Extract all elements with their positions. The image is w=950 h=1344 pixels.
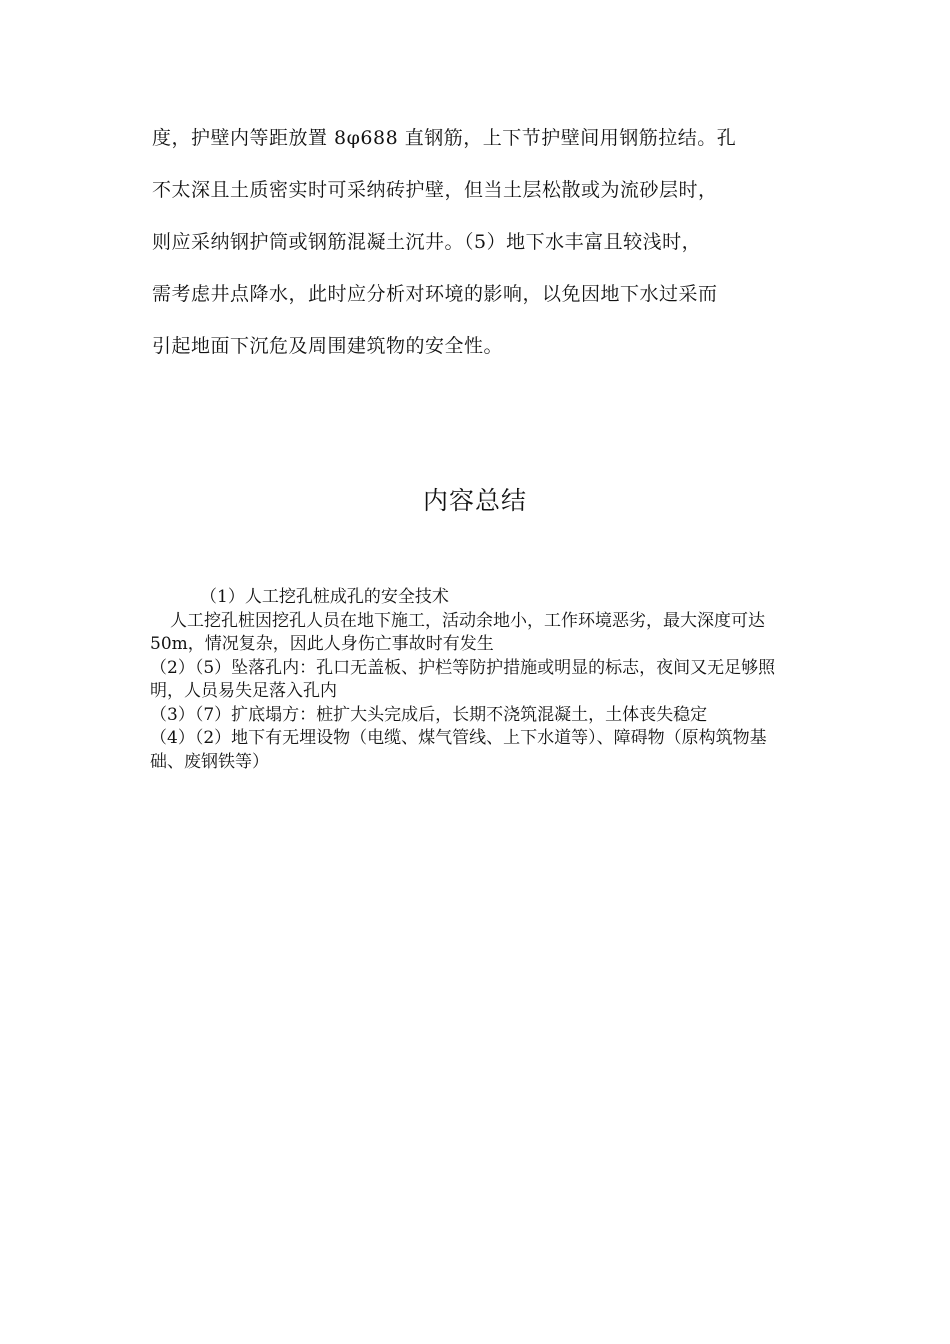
summary-item-2: 人工挖孔桩因挖孔人员在地下施工，活动余地小，工作环境恶劣，最大深度可达 50m，情况复杂，因此人身伤亡事故时有发生	[150, 610, 765, 654]
summary-item-3: （2）（5）坠落孔内：孔口无盖板、护栏等防护措施或明显的标志，夜间又无足够照明，人员易失足落入孔内	[150, 657, 776, 701]
body-line-2: 不太深且土质密实时可采纳砖护壁，但当土层松散或为流砂层时，	[152, 179, 718, 201]
summary-item-4: （3）（7）扩底塌方：桩扩大头完成后，长期不浇筑混凝土，土体丧失稳定	[150, 704, 708, 725]
summary-title: 内容总结	[422, 486, 527, 515]
summary-item-5: （4）（2）地下有无埋设物（电缆、煤气管线、上下水道等）、障碍物（原构筑物基础、废钢铁等）	[150, 728, 767, 772]
body-line-4: 需考虑井点降水，此时应分析对环境的影响，以免因地下水过采而	[152, 283, 718, 305]
summary-item-1: （1）人工挖孔桩成孔的安全技术	[200, 587, 449, 607]
body-line-5: 引起地面下沉危及周围建筑物的安全性。	[152, 335, 504, 357]
body-line-1: 度，护壁内等距放置 8φ688 直钢筋，上下节护壁间用钢筋拉结。孔	[152, 127, 737, 149]
summary-section	[150, 586, 800, 774]
body-line-3: 则应采纳钢护筒或钢筋混凝土沉井。（5）地下水丰富且较浅时，	[152, 231, 702, 253]
